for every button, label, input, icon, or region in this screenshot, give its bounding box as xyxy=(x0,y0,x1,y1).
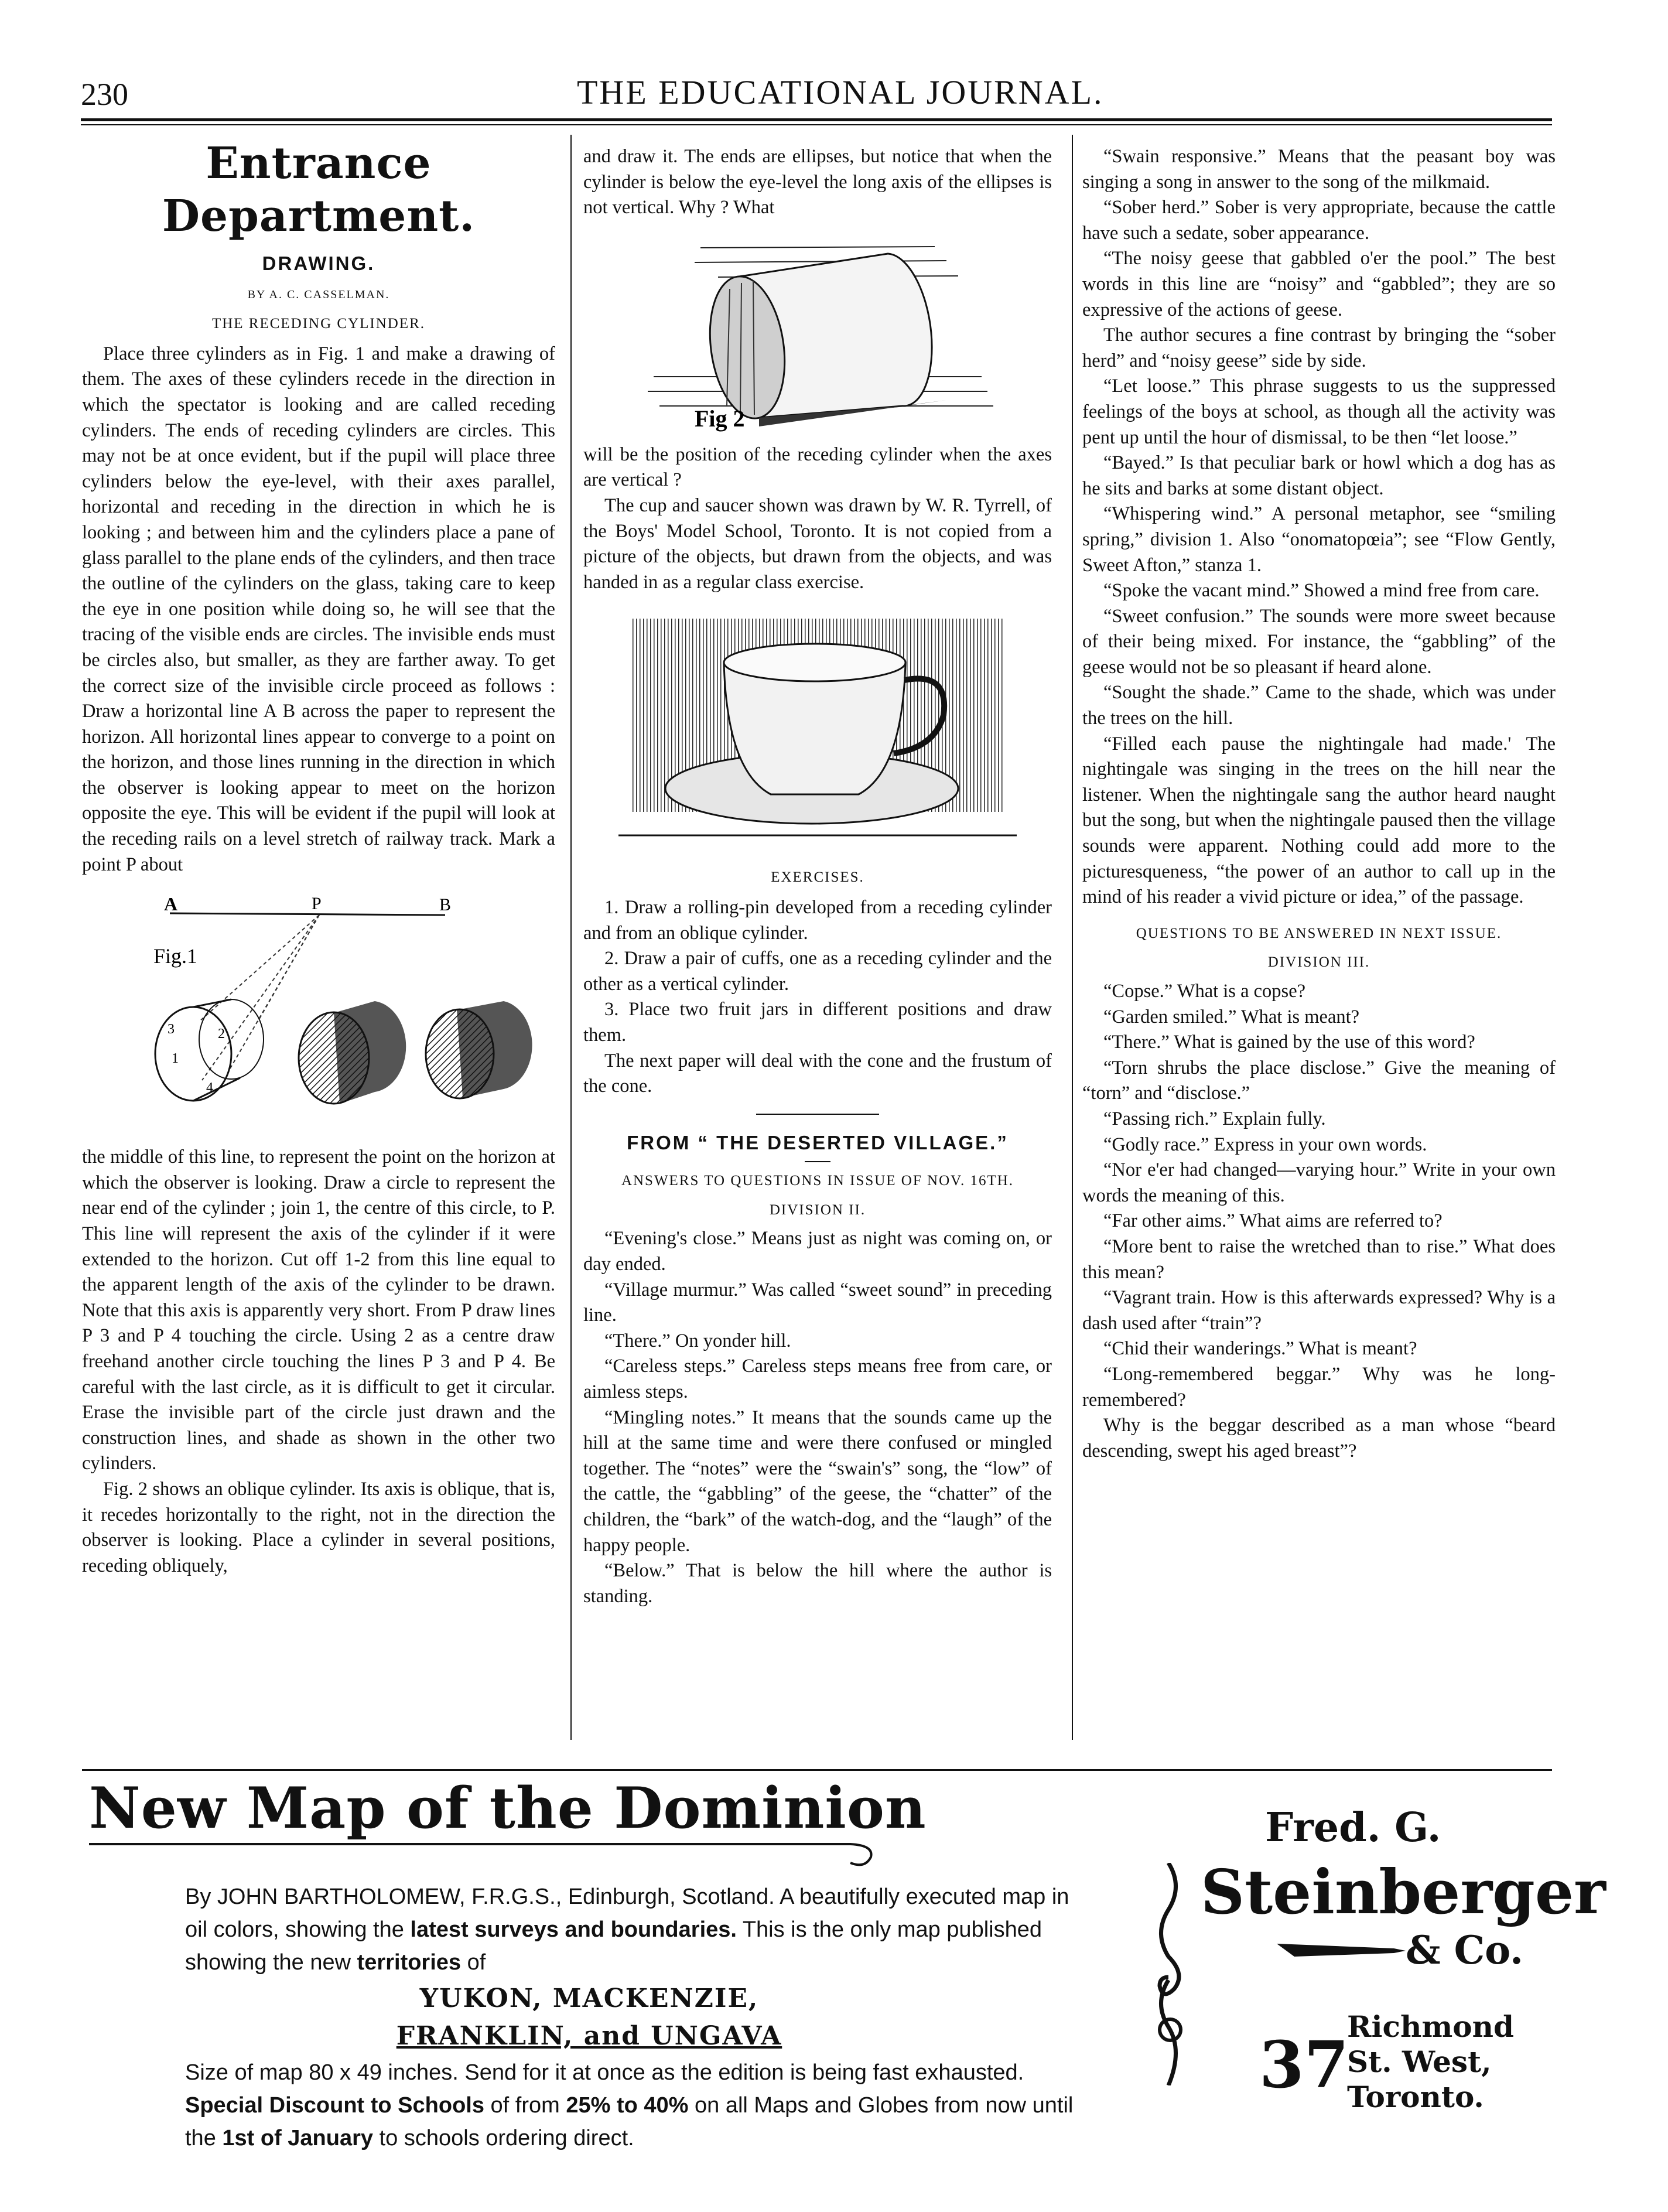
exercise-item: 1. Draw a rolling-pin developed from a receding cylinder and from an oblique cylinder. xyxy=(583,896,1052,944)
ad-line: Size of map 80 x 49 inches. Send for it at once as the edition is being fast exhausted. xyxy=(185,2060,1024,2085)
paragraph: Place three cylinders as in Fig. 1 and make a drawing of them. The axes of these cylinders recede in the direction in which the spectator is looking and are called receding cylinders. The ends of receding cylinders are circles. This may not be at once evident, but if the pupil will place three cylinders below the eye-level, with their axes parallel, horizontal and receding in the direction in which he is looking ; and between him and the cylinders place a pane of glass parallel to the plane ends of the cylinders, and then trace the outline of the cylinders on the glass, taking care to keep the eye in one position while doing so, he will see that the tracing of the visible ends are circles. The invisible ends must be circles also, but smaller, as they are farther away. To get the correct size of the invisible circle proceed as follows : Draw a horizontal line A B across the paper to represent the horizon. All horizontal lines appear to converge to a point on the horizon, and those lines running in the direction in which the observer is looking appear to meet on the horizon opposite the eye. This will be evident if the pupil will look at the receding rails on a level stretch of railway track. Mark a point P about xyxy=(82,343,555,875)
answer-item: “Careless steps.” Careless steps means free from care, or aimless steps. xyxy=(583,1356,1052,1403)
ad-line: oil colors, showing the latest surveys and boundaries. This is the only map published xyxy=(185,1917,1042,1942)
fig1-num-3: 3 xyxy=(168,1022,175,1037)
paragraph: The cup and saucer shown was drawn by W. R. Tyrrell, of the Boys' Model School, Toronto. It is not copied from a picture of the objects, but drawn from the objects, and was handed in as a regular class exercise. xyxy=(583,494,1052,593)
ad-line: Special Discount to Schools of from 25% to 40% on all Maps and Globes from now until xyxy=(185,2093,1074,2118)
cup-and-saucer-illustration xyxy=(583,607,1052,847)
deserted-village-title: FROM “ THE DESERTED VILLAGE.” xyxy=(627,1131,1009,1153)
ad-title-underline-flourish xyxy=(89,1839,880,1875)
figure-2 xyxy=(583,230,1052,435)
answers-heading: ANSWERS TO QUESTIONS IN ISSUE OF NOV. 16TH. xyxy=(621,1173,1014,1189)
address-line-2: St. West, xyxy=(1347,2044,1492,2079)
answer-item: “There.” On yonder hill. xyxy=(604,1330,791,1351)
fig1-num-1: 1 xyxy=(172,1051,179,1067)
publisher-name-1: Fred. G. xyxy=(1265,1804,1441,1851)
section-separator xyxy=(756,1114,879,1115)
fig1-num-4: 4 xyxy=(206,1080,213,1096)
questions-heading: QUESTIONS TO BE ANSWERED IN NEXT ISSUE. xyxy=(1136,925,1502,941)
cup-and-saucer-drawing xyxy=(583,607,1052,847)
ad-line: the 1st of January to schools ordering direct. xyxy=(185,2126,634,2150)
column-2 xyxy=(583,144,1052,1609)
paragraph: the middle of this line, to represent the point on the horizon at which the observer is looking. Draw a circle to represent the near end of the cylinder ; join 1, the centre of this circle, to P. This line will represent the axis of the cylinder if it were extended to the horizon. Cut off 1-2 from this line equal to the apparent length of the axis of the cylinder to be drawn. Note that this axis is apparently very short. From P draw lines P 3 and P 4 touching the circle. Using 2 as a centre draw freehand another circle touching the lines P 3 and P 4. Be careful with the last circle, as it is difficult to get it circular. Erase the invisible part of the circle just drawn and the construction lines, and shade as shown in the other two cylinders. xyxy=(82,1146,555,1474)
question-item: “Copse.” What is a copse? xyxy=(1103,981,1306,1002)
figure-2-drawing xyxy=(583,230,1052,435)
publisher-name-2: Steinberger xyxy=(1201,1856,1606,1928)
answer-item: “Below.” That is below the hill where the author is standing. xyxy=(583,1560,1052,1607)
column-1 xyxy=(82,134,555,1579)
answer-item: “Let loose.” This phrase suggests to us the suppressed feelings of the boys at school, as though all the activity was pent up until the hour of dismissal, to be then “let loose.” xyxy=(1082,376,1556,448)
address-number: 37 xyxy=(1259,2027,1349,2102)
answer-item: “Evening's close.” Means just as night was coming on, or day ended. xyxy=(583,1228,1052,1275)
ad-title: New Map of the Dominion xyxy=(89,1775,927,1841)
paragraph: The next paper will deal with the cone and the frustum of the cone. xyxy=(583,1050,1052,1097)
paragraph: will be the position of the receding cylinder when the axes are vertical ? xyxy=(583,443,1052,491)
pen-nib-ornament xyxy=(1277,1939,1406,1962)
answer-item: “The noisy geese that gabbled o'er the pool.” The best words in this line are “noisy” and “gabbled”; they are so expressive of the actions of geese. xyxy=(1082,248,1556,320)
address-line-1: Richmond xyxy=(1347,2009,1514,2044)
header-rule-bottom xyxy=(81,124,1552,125)
question-item: “More bent to raise the wretched than to rise.” What does this mean? xyxy=(1082,1235,1556,1283)
answer-item: “Whispering wind.” A personal metaphor, see “smiling spring,” division 1. Also “onomatopœia”; see “Flow Gently, Sweet Afton,” stanza 1. xyxy=(1082,503,1556,576)
answer-item: “Village murmur.” Was called “sweet sound” in preceding line. xyxy=(583,1279,1052,1326)
publisher-name-3: & Co. xyxy=(1406,1927,1523,1973)
page-number: 230 xyxy=(81,77,128,112)
division-heading: DIVISION II. xyxy=(769,1201,866,1218)
fig1-label-b: B xyxy=(439,895,452,915)
question-item: “Long-remembered beggar.” Why was he long-remembered? xyxy=(1082,1363,1556,1411)
question-item: “Garden smiled.” What is meant? xyxy=(1103,1006,1360,1028)
answer-item: “Swain responsive.” Means that the peasant boy was singing a song in answer to the song of the milkmaid. xyxy=(1082,146,1556,193)
answer-item: “Spoke the vacant mind.” Showed a mind free from care. xyxy=(1103,580,1540,602)
column-divider-1 xyxy=(570,135,572,1740)
territories-line-1: YUKON, MACKENZIE, xyxy=(419,1984,759,2013)
article-title: THE RECEDING CYLINDER. xyxy=(211,316,426,332)
column-divider-2 xyxy=(1072,135,1073,1740)
byline: BY A. C. CASSELMAN. xyxy=(247,288,390,301)
fig1-num-2: 2 xyxy=(218,1026,225,1042)
question-item: Why is the beggar described as a man whose “beard descending, swept his aged breast”? xyxy=(1082,1415,1556,1462)
territories-line-2: FRANKLIN, and UNGAVA xyxy=(396,2021,782,2051)
paragraph: Fig. 2 shows an oblique cylinder. Its axis is oblique, that is, it recedes horizontally to the right, not in the direction the observer is looking. Place a cylinder in several positions, receding obliquely, xyxy=(82,1478,555,1576)
question-item: “Torn shrubs the place disclose.” Give the meaning of “torn” and “disclose.” xyxy=(1082,1057,1556,1104)
answer-item: “Filled each pause the nightingale had made.' The nightingale was singing in the trees on the hill near the listener. When the nightingale sang the author heard naught but the song, but when the nightingale paused then the village sounds were apparent. Nothing could add more to the picturesqueness, “the power of an author to call up in the mind of his reader a vivid picture or idea,” of the passage. xyxy=(1082,733,1556,908)
division-heading: DIVISION III. xyxy=(1267,954,1370,971)
ad-line: By JOHN BARTHOLOMEW, F.R.G.S., Edinburgh, Scotland. A beautifully executed map in xyxy=(185,1885,1069,1909)
question-item: “There.” What is gained by the use of this word? xyxy=(1103,1032,1475,1053)
figure-1 xyxy=(82,887,555,1133)
question-item: “Godly race.” Express in your own words. xyxy=(1103,1134,1427,1155)
figure-1-drawing xyxy=(82,887,555,1133)
answer-item: “Sought the shade.” Came to the shade, which was under the trees on the hill. xyxy=(1082,682,1556,729)
answer-item: The author secures a fine contrast by bringing the “sober herd” and “noisy geese” side by side. xyxy=(1082,325,1556,371)
answer-item: “Bayed.” Is that peculiar bark or howl which a dog has as he sits and barks at some distant object. xyxy=(1082,452,1556,499)
question-item: “Far other aims.” What aims are referred to? xyxy=(1103,1210,1443,1232)
paragraph: and draw it. The ends are ellipses, but notice that when the cylinder is below the eye-level the long axis of the ellipses is not vertical. Why ? What xyxy=(583,146,1052,219)
scroll-ornament xyxy=(1142,1863,1195,2085)
answer-item: “Sober herd.” Sober is very appropriate, because the cattle have such a sedate, sober appearance. xyxy=(1082,197,1556,244)
section-subtitle: DRAWING. xyxy=(262,252,375,274)
question-item: “Nor e'er had changed—varying hour.” Write in your own words the meaning of this. xyxy=(1082,1159,1556,1206)
journal-title: THE EDUCATIONAL JOURNAL. xyxy=(577,73,1104,111)
exercise-item: 3. Place two fruit jars in different positions and draw them. xyxy=(583,999,1052,1046)
title-dash xyxy=(805,1161,830,1162)
advertisement-rule xyxy=(82,1769,1552,1771)
question-item: “Passing rich.” Explain fully. xyxy=(1103,1108,1326,1129)
question-item: “Vagrant train. How is this afterwards expressed? Why is a dash used after “train”? xyxy=(1082,1287,1556,1334)
column-3 xyxy=(1082,144,1556,1464)
fig1-label-p: P xyxy=(312,894,322,914)
ad-body xyxy=(185,1880,1122,2155)
fig2-caption: Fig 2 xyxy=(695,405,745,432)
exercise-item: 2. Draw a pair of cuffs, one as a receding cylinder and the other as a vertical cylinder. xyxy=(583,948,1052,995)
answer-item: “Sweet confusion.” The sounds were more sweet because of their being mixed. For instance, the “gabbling” of the geese would not be so pleasant if heard alone. xyxy=(1082,605,1556,678)
fig1-caption: Fig.1 xyxy=(153,944,198,968)
address-line-3: Toronto. xyxy=(1347,2080,1484,2114)
ad-line: showing the new territories of xyxy=(185,1950,486,1975)
header-rule-top xyxy=(81,118,1552,121)
section-title: Entrance Department. xyxy=(162,138,476,241)
answer-item: “Mingling notes.” It means that the sounds came up the hill at the same time and were there confused or mingled together. The “notes” were the “swain's” song, the “low” of the cattle, the “gabbling” of the geese, the “chatter” of the children, the “bark” of the watch-dog, and the “laugh” of the happy people. xyxy=(583,1407,1052,1556)
exercises-heading: EXERCISES. xyxy=(771,869,864,886)
fig1-label-a: A xyxy=(164,893,178,915)
question-item: “Chid their wanderings.” What is meant? xyxy=(1103,1338,1417,1360)
